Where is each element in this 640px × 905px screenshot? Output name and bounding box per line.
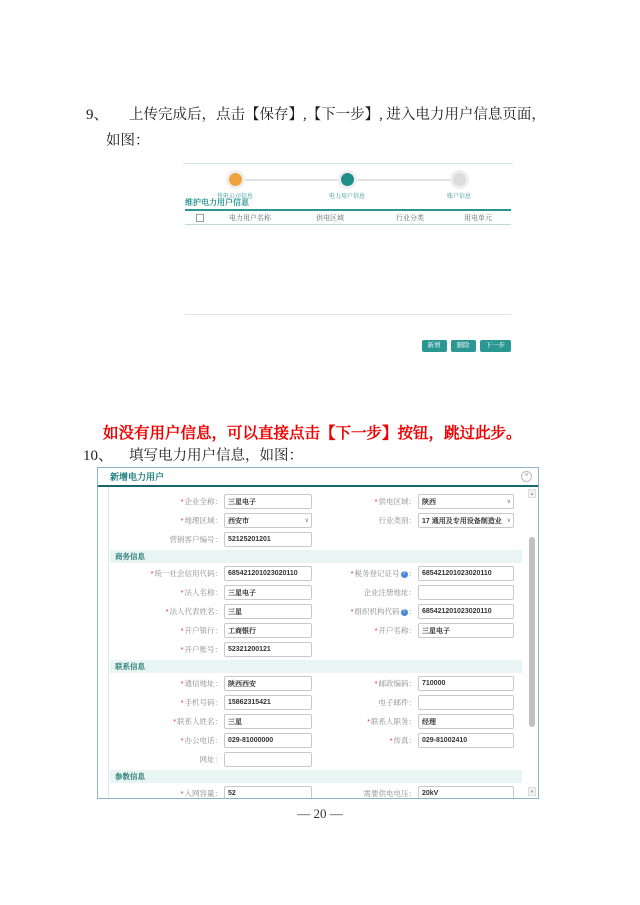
contact-name-field[interactable] bbox=[224, 714, 312, 729]
marketing-customer-no-label: 营销客户编号： bbox=[169, 535, 222, 544]
power-user-table bbox=[185, 209, 511, 315]
company-full-name-value: 三星电子 bbox=[228, 498, 256, 506]
social-credit-code-value: 685421201023020110 bbox=[228, 570, 298, 577]
column-header: 行业分类 bbox=[396, 214, 424, 222]
step-circle-seller-company-info[interactable] bbox=[229, 173, 242, 186]
website-label: 网址： bbox=[199, 755, 222, 764]
bank-name-label: *开户银行： bbox=[180, 626, 222, 635]
close-icon[interactable]: × bbox=[521, 471, 532, 482]
form-row bbox=[110, 492, 522, 511]
required-asterisk: * bbox=[350, 569, 354, 578]
column-header: 用电单元 bbox=[464, 214, 492, 222]
industry-category-field[interactable] bbox=[418, 513, 514, 528]
form-row bbox=[110, 731, 522, 750]
company-full-name-label: *企业全称： bbox=[180, 497, 222, 506]
maintain-screen-title: 维护电力用户信息 bbox=[185, 198, 249, 207]
screenshot-add-power-user-modal bbox=[97, 467, 539, 799]
office-phone-label: *办公电话： bbox=[180, 736, 222, 745]
step9-number: 9、 bbox=[86, 107, 109, 123]
chevron-down-icon: ∨ bbox=[304, 518, 309, 524]
help-icon[interactable]: ? bbox=[401, 609, 408, 616]
form-row bbox=[110, 750, 522, 769]
required-asterisk: * bbox=[374, 497, 378, 506]
required-asterisk: * bbox=[180, 645, 184, 654]
contact-name-value: 三星 bbox=[228, 718, 242, 726]
company-registered-address-field[interactable] bbox=[418, 585, 514, 600]
supply-voltage-value: 20kV bbox=[422, 790, 439, 797]
email-label: 电子邮件： bbox=[378, 698, 416, 707]
required-asterisk: * bbox=[350, 607, 354, 616]
org-code-value: 685421201023020110 bbox=[422, 608, 492, 615]
scroll-up-icon[interactable]: ▲ bbox=[528, 489, 536, 498]
industry-category-value: 17 通用及专用设备制造业 bbox=[422, 517, 502, 525]
scrollbar[interactable] bbox=[528, 489, 536, 796]
office-phone-value: 029-81000000 bbox=[228, 737, 274, 744]
postal-code-field[interactable] bbox=[418, 676, 514, 691]
required-asterisk: * bbox=[173, 717, 176, 726]
required-asterisk: * bbox=[180, 698, 184, 707]
step-circle-power-user-info[interactable] bbox=[341, 173, 354, 186]
form-row bbox=[110, 784, 522, 799]
delete-button[interactable]: 删除 bbox=[451, 340, 476, 352]
column-header: 电力用户名称 bbox=[229, 214, 271, 222]
column-header: 供电区域 bbox=[316, 214, 344, 222]
form-row bbox=[110, 564, 522, 583]
page-number: — 20 — bbox=[297, 806, 343, 821]
contact-title-value: 经理 bbox=[422, 718, 436, 726]
tax-registration-no-field[interactable] bbox=[418, 566, 514, 581]
form-row bbox=[110, 640, 522, 659]
required-asterisk: * bbox=[374, 626, 378, 635]
modal-header bbox=[98, 468, 538, 487]
mailing-address-value: 陕西西安 bbox=[228, 680, 256, 688]
section-header: 商务信息 bbox=[110, 550, 522, 563]
mailing-address-field[interactable] bbox=[224, 676, 312, 691]
step10-number: 10、 bbox=[83, 448, 114, 464]
bank-name-value: 工商银行 bbox=[228, 627, 256, 635]
required-asterisk: * bbox=[165, 607, 169, 616]
required-asterisk: * bbox=[150, 569, 154, 578]
form-row bbox=[110, 693, 522, 712]
scroll-down-icon[interactable]: ▼ bbox=[528, 787, 536, 796]
step-circle-account-info[interactable] bbox=[453, 173, 466, 186]
mobile-number-field[interactable] bbox=[224, 695, 312, 710]
supply-region-label: *供电区域： bbox=[374, 497, 416, 506]
postal-code-value: 710000 bbox=[422, 680, 446, 687]
form-row bbox=[110, 511, 522, 530]
tax-registration-no-value: 685421201023020110 bbox=[422, 570, 492, 577]
form-row bbox=[110, 674, 522, 693]
fax-field[interactable] bbox=[418, 733, 514, 748]
email-field[interactable] bbox=[418, 695, 514, 710]
checkbox-icon bbox=[196, 214, 204, 222]
legal-person-name-field[interactable] bbox=[224, 585, 312, 600]
supply-voltage-field[interactable] bbox=[418, 786, 514, 799]
bank-account-no-field[interactable] bbox=[224, 642, 312, 657]
section-header: 参数信息 bbox=[110, 770, 522, 783]
marketing-customer-no-field[interactable] bbox=[224, 532, 312, 547]
geo-region-label: *地理区域： bbox=[180, 516, 222, 525]
account-name-field[interactable] bbox=[418, 623, 514, 638]
bank-account-no-label: *开户账号： bbox=[180, 645, 222, 654]
form-row bbox=[110, 712, 522, 731]
mobile-number-label: *手机号码： bbox=[180, 698, 222, 707]
chevron-down-icon: ∨ bbox=[506, 499, 511, 505]
chevron-down-icon: ∨ bbox=[506, 518, 511, 524]
bank-name-field[interactable] bbox=[224, 623, 312, 638]
company-registered-address-label: 企业注册地址： bbox=[363, 588, 416, 597]
user-table-empty-body bbox=[185, 225, 511, 315]
required-asterisk: * bbox=[180, 588, 184, 597]
bank-account-no-value: 52321200121 bbox=[228, 646, 271, 653]
marketing-customer-no-value: 52125201201 bbox=[228, 536, 271, 543]
form-row bbox=[110, 583, 522, 602]
screenshot-maintain-power-user bbox=[183, 163, 513, 357]
step-label-seller-company-info: 售电公司信息 bbox=[216, 194, 253, 200]
supply-region-field[interactable] bbox=[418, 494, 514, 509]
org-code-field[interactable] bbox=[418, 604, 514, 619]
org-code-label: *组织机构代码 ? ： bbox=[350, 607, 416, 616]
company-full-name-field[interactable] bbox=[224, 494, 312, 509]
postal-code-label: *邮政编码： bbox=[374, 679, 416, 688]
required-asterisk: * bbox=[180, 736, 184, 745]
account-name-label: *开户名称： bbox=[374, 626, 416, 635]
required-asterisk: * bbox=[374, 679, 378, 688]
required-asterisk: * bbox=[180, 626, 184, 635]
user-table-header bbox=[185, 211, 511, 225]
required-asterisk: * bbox=[367, 717, 370, 726]
capacity-field[interactable] bbox=[224, 786, 312, 799]
legal-rep-name-field[interactable] bbox=[224, 604, 312, 619]
help-icon[interactable]: ? bbox=[401, 571, 408, 578]
contact-title-label: *联系人职务： bbox=[367, 717, 416, 726]
modal-body bbox=[98, 487, 538, 798]
mailing-address-label: *通信地址： bbox=[180, 679, 222, 688]
form-row bbox=[110, 602, 522, 621]
supply-voltage-label: 需要供电电压： bbox=[363, 789, 416, 798]
step9-text: 上传完成后，点击【保存】,【下一步】, 进入电力用户信息页面， bbox=[129, 107, 546, 123]
required-asterisk: * bbox=[389, 736, 393, 745]
select-all-checkbox[interactable] bbox=[185, 214, 215, 222]
fax-value: 029-81002410 bbox=[422, 737, 468, 744]
required-asterisk: * bbox=[180, 679, 184, 688]
contact-name-label: *联系人姓名： bbox=[173, 717, 222, 726]
office-phone-field[interactable] bbox=[224, 733, 312, 748]
geo-region-field[interactable] bbox=[224, 513, 312, 528]
legal-person-name-label: *法人名称： bbox=[180, 588, 222, 597]
form-row bbox=[110, 621, 522, 640]
account-name-value: 三星电子 bbox=[422, 627, 450, 635]
supply-region-value: 陕西 bbox=[422, 498, 436, 506]
step10-text: 填写电力用户信息，如图： bbox=[129, 448, 303, 464]
geo-region-value: 西安市 bbox=[228, 517, 249, 525]
legal-rep-name-value: 三星 bbox=[228, 608, 242, 616]
step9-text-line2: 如图： bbox=[106, 133, 150, 149]
step-label-power-user-info: 电力用户信息 bbox=[328, 194, 365, 200]
legal-rep-name-label: *法人代表姓名： bbox=[165, 607, 222, 616]
mobile-number-value: 15862315421 bbox=[228, 699, 271, 706]
scrollbar-thumb[interactable] bbox=[529, 537, 535, 727]
tax-registration-no-label: *税务登记证号 ? ： bbox=[350, 569, 416, 578]
step-label-account-info: 账户信息 bbox=[446, 194, 471, 200]
add-button[interactable]: 新增 bbox=[422, 340, 447, 352]
required-asterisk: * bbox=[180, 497, 184, 506]
required-asterisk: * bbox=[180, 789, 184, 798]
required-asterisk: * bbox=[180, 516, 184, 525]
warning-text: 如没有用户信息，可以直接点击【下一步】按钮，跳过此步。 bbox=[103, 425, 522, 442]
capacity-value: 52 bbox=[228, 790, 236, 797]
modal-title: 新增电力用户 bbox=[110, 472, 165, 482]
legal-person-name-value: 三星电子 bbox=[228, 589, 256, 597]
form-row bbox=[110, 530, 522, 549]
form-left-guide-line bbox=[108, 487, 109, 798]
industry-category-label: 行业类别： bbox=[378, 516, 416, 525]
section-header: 联系信息 bbox=[110, 660, 522, 673]
social-credit-code-field[interactable] bbox=[224, 566, 312, 581]
next-step-button[interactable]: 下一步 bbox=[480, 340, 512, 352]
social-credit-code-label: *统一社会信用代码： bbox=[150, 569, 222, 578]
stepper bbox=[183, 168, 513, 200]
table-actions bbox=[422, 340, 512, 352]
contact-title-field[interactable] bbox=[418, 714, 514, 729]
website-field[interactable] bbox=[224, 752, 312, 767]
form-rows bbox=[110, 492, 522, 799]
capacity-label: *入网容量： bbox=[180, 789, 222, 798]
fax-label: *传真： bbox=[389, 736, 416, 745]
